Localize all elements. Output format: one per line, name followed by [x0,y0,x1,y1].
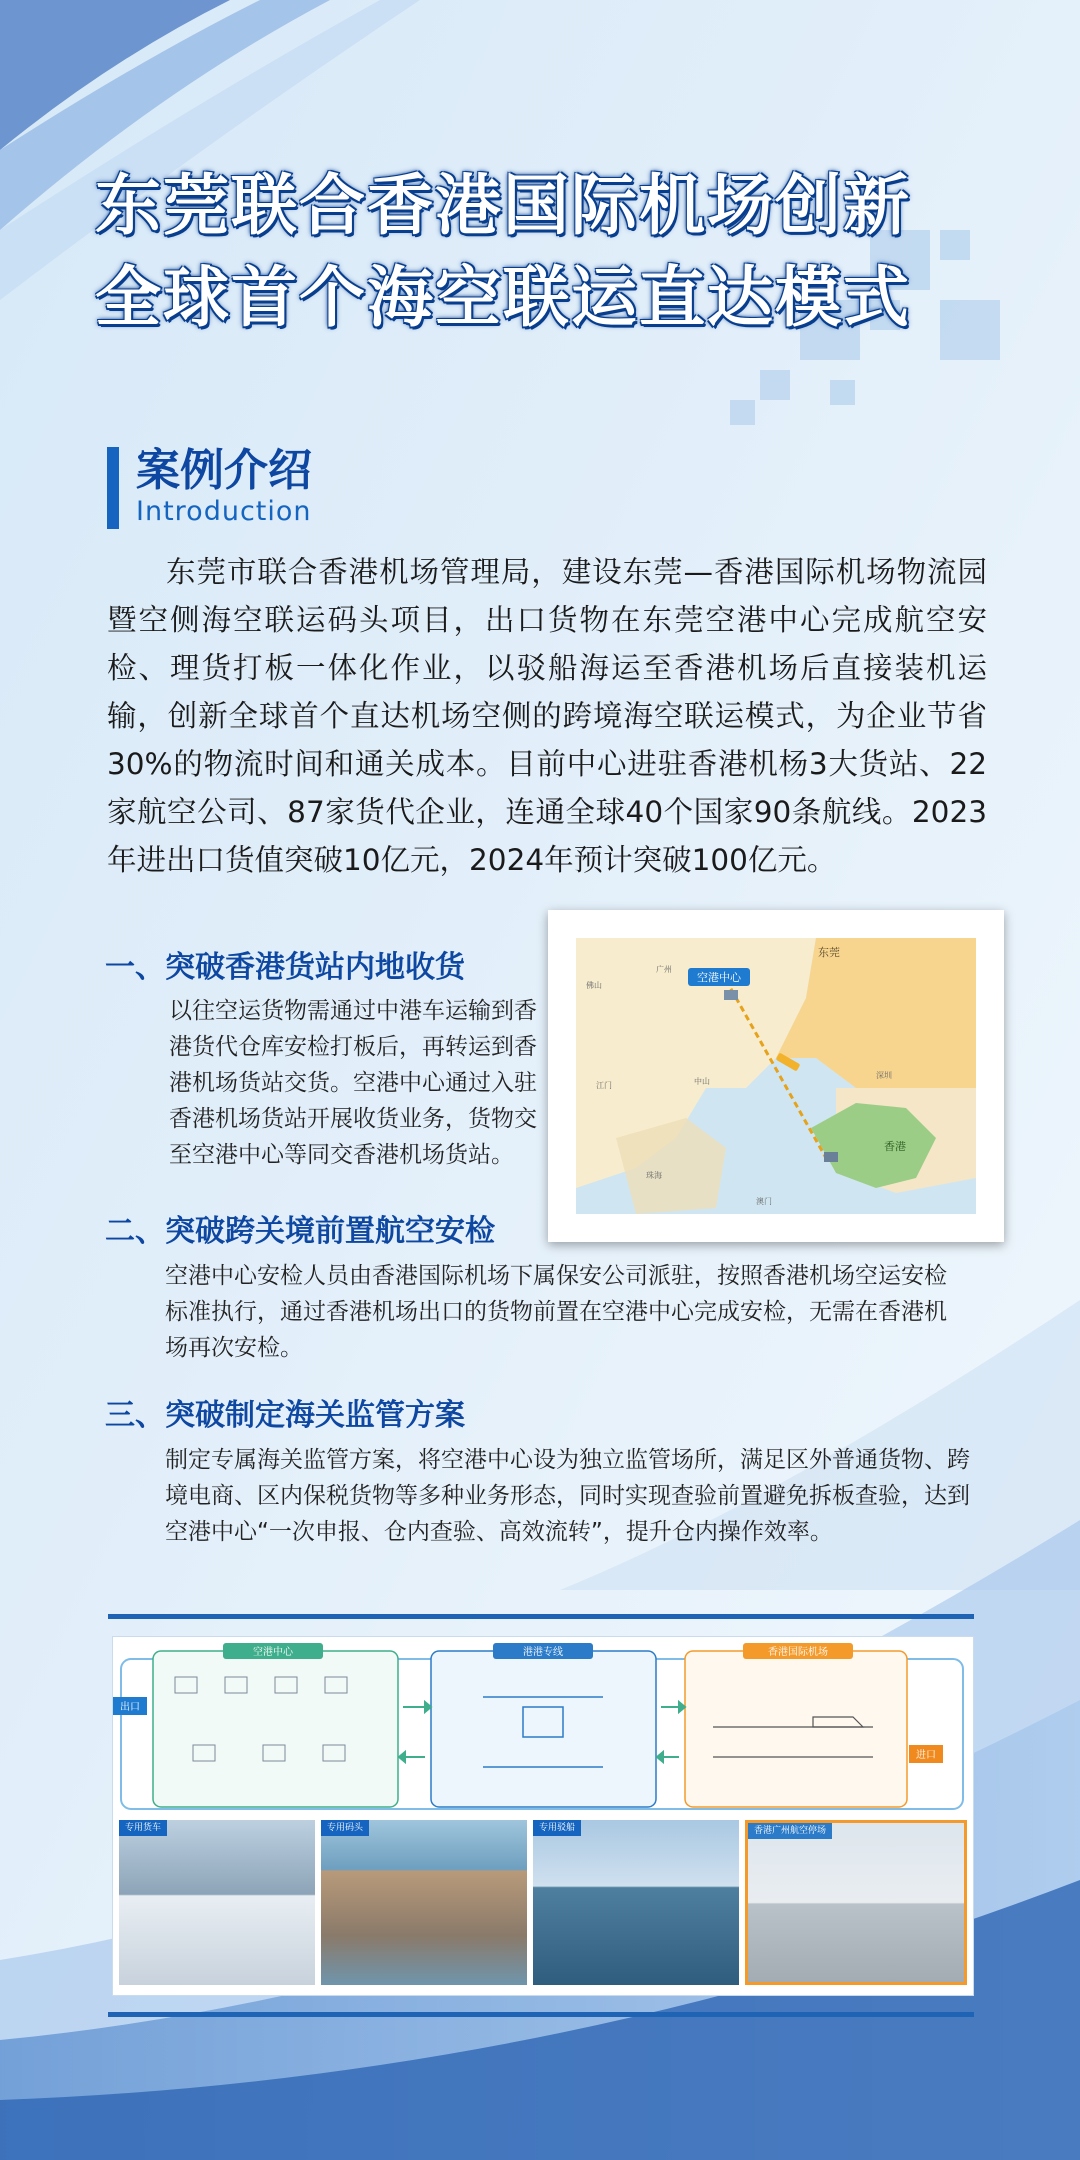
map-label-jiangmen: 江门 [596,1081,612,1090]
map-label-guangzhou: 广州 [656,965,672,974]
point-3-heading: 三、突破制定海关监管方案 [105,1398,465,1433]
point-2-heading: 二、突破跨关境前置航空安检 [105,1214,495,1249]
photo-aircraft [745,1820,967,1985]
map-label-center: 空港中心 [697,971,741,984]
route-map-graphic [576,938,976,1214]
airport-icon [824,1152,838,1162]
map-label-macau: 澳门 [756,1197,772,1206]
point-1-heading: 一、突破香港货站内地收货 [105,950,465,985]
panel-1-label: 空港中心 [253,1647,293,1658]
map-label-shenzhen: 深圳 [876,1071,892,1080]
map-label-foshan: 佛山 [586,981,602,990]
photo-wharf [321,1820,527,1985]
photo-3-label: 专用驳船 [533,1820,581,1836]
map-label-zhuhai: 珠海 [646,1171,662,1180]
panel-airport-center [153,1651,398,1807]
panel-3-label: 香港国际机场 [768,1647,828,1658]
export-label: 出口 [120,1702,140,1713]
photo-2-label: 专用码头 [321,1820,369,1836]
process-diagram [112,1636,974,1996]
title-line-1: 东莞联合香港国际机场创新 [95,167,911,244]
section-subtitle: Introduction [136,496,312,527]
map-label-hongkong: 香港 [884,1140,906,1153]
intro-paragraph: 东莞市联合香港机场管理局，建设东莞—香港国际机场物流园暨空侧海空联运码头项目，出口货物在东莞空港中心完成航空安检、理货打板一体化作业，以驳船海运至香港机场后直接装机运输，创新全球首个直达机场空侧的跨境海空联运模式，为企业节省30%的物流时间和通关成本。目前中心进驻香港机杨3大货站、22家航空公司、87家货代企业，连通全球40个国家90条航线。2023年进出口货值突破10亿元，2024年预计突破100亿元。 [107,555,987,877]
section-title: 案例介绍 [136,445,312,496]
panel-dedicated-line [431,1651,656,1807]
panel-hk-airport [685,1651,907,1807]
photo-barge [533,1820,739,1985]
page-title [95,160,975,344]
map-label-dongguan: 东莞 [818,946,840,959]
panel-2-label: 港港专线 [523,1647,563,1658]
title-line-2: 全球首个海空联运直达模式 [95,259,911,336]
map-label-zhongshan: 中山 [694,1077,710,1086]
photo-1-label: 专用货车 [119,1820,167,1836]
route-map [548,910,1004,1242]
section-accent-bar [107,447,119,529]
point-1-text: 以往空运货物需通过中港车运输到香港货代仓库安检打板后，再转运到香港机场货站交货。空港中心通过入驻香港机场货站开展收货业务，货物交至空港中心等同交香港机场货站。 [169,998,537,1168]
import-label: 进口 [916,1750,936,1761]
photo-4-label: 香港广州航空停场 [748,1823,832,1839]
diagram-bottom-rule [108,2012,974,2017]
warehouse-icon [724,990,738,1000]
point-3-text: 制定专属海关监管方案，将空港中心设为独立监管场所，满足区外普通货物、跨境电商、区内保税货物等多种业务形态，同时实现查验前置避免拆板查验，达到空港中心“一次申报、仓内查验、高效流转”，提升仓内操作效率。 [165,1447,970,1545]
photo-trucks [119,1820,315,1985]
process-flow [113,1637,973,1815]
diagram-top-rule [108,1614,974,1619]
point-2-text: 空港中心安检人员由香港国际机场下属保安公司派驻，按照香港机场空运安检标准执行，通过香港机场出口的货物前置在空港中心完成安检，无需在香港机场再次安检。 [165,1263,947,1361]
